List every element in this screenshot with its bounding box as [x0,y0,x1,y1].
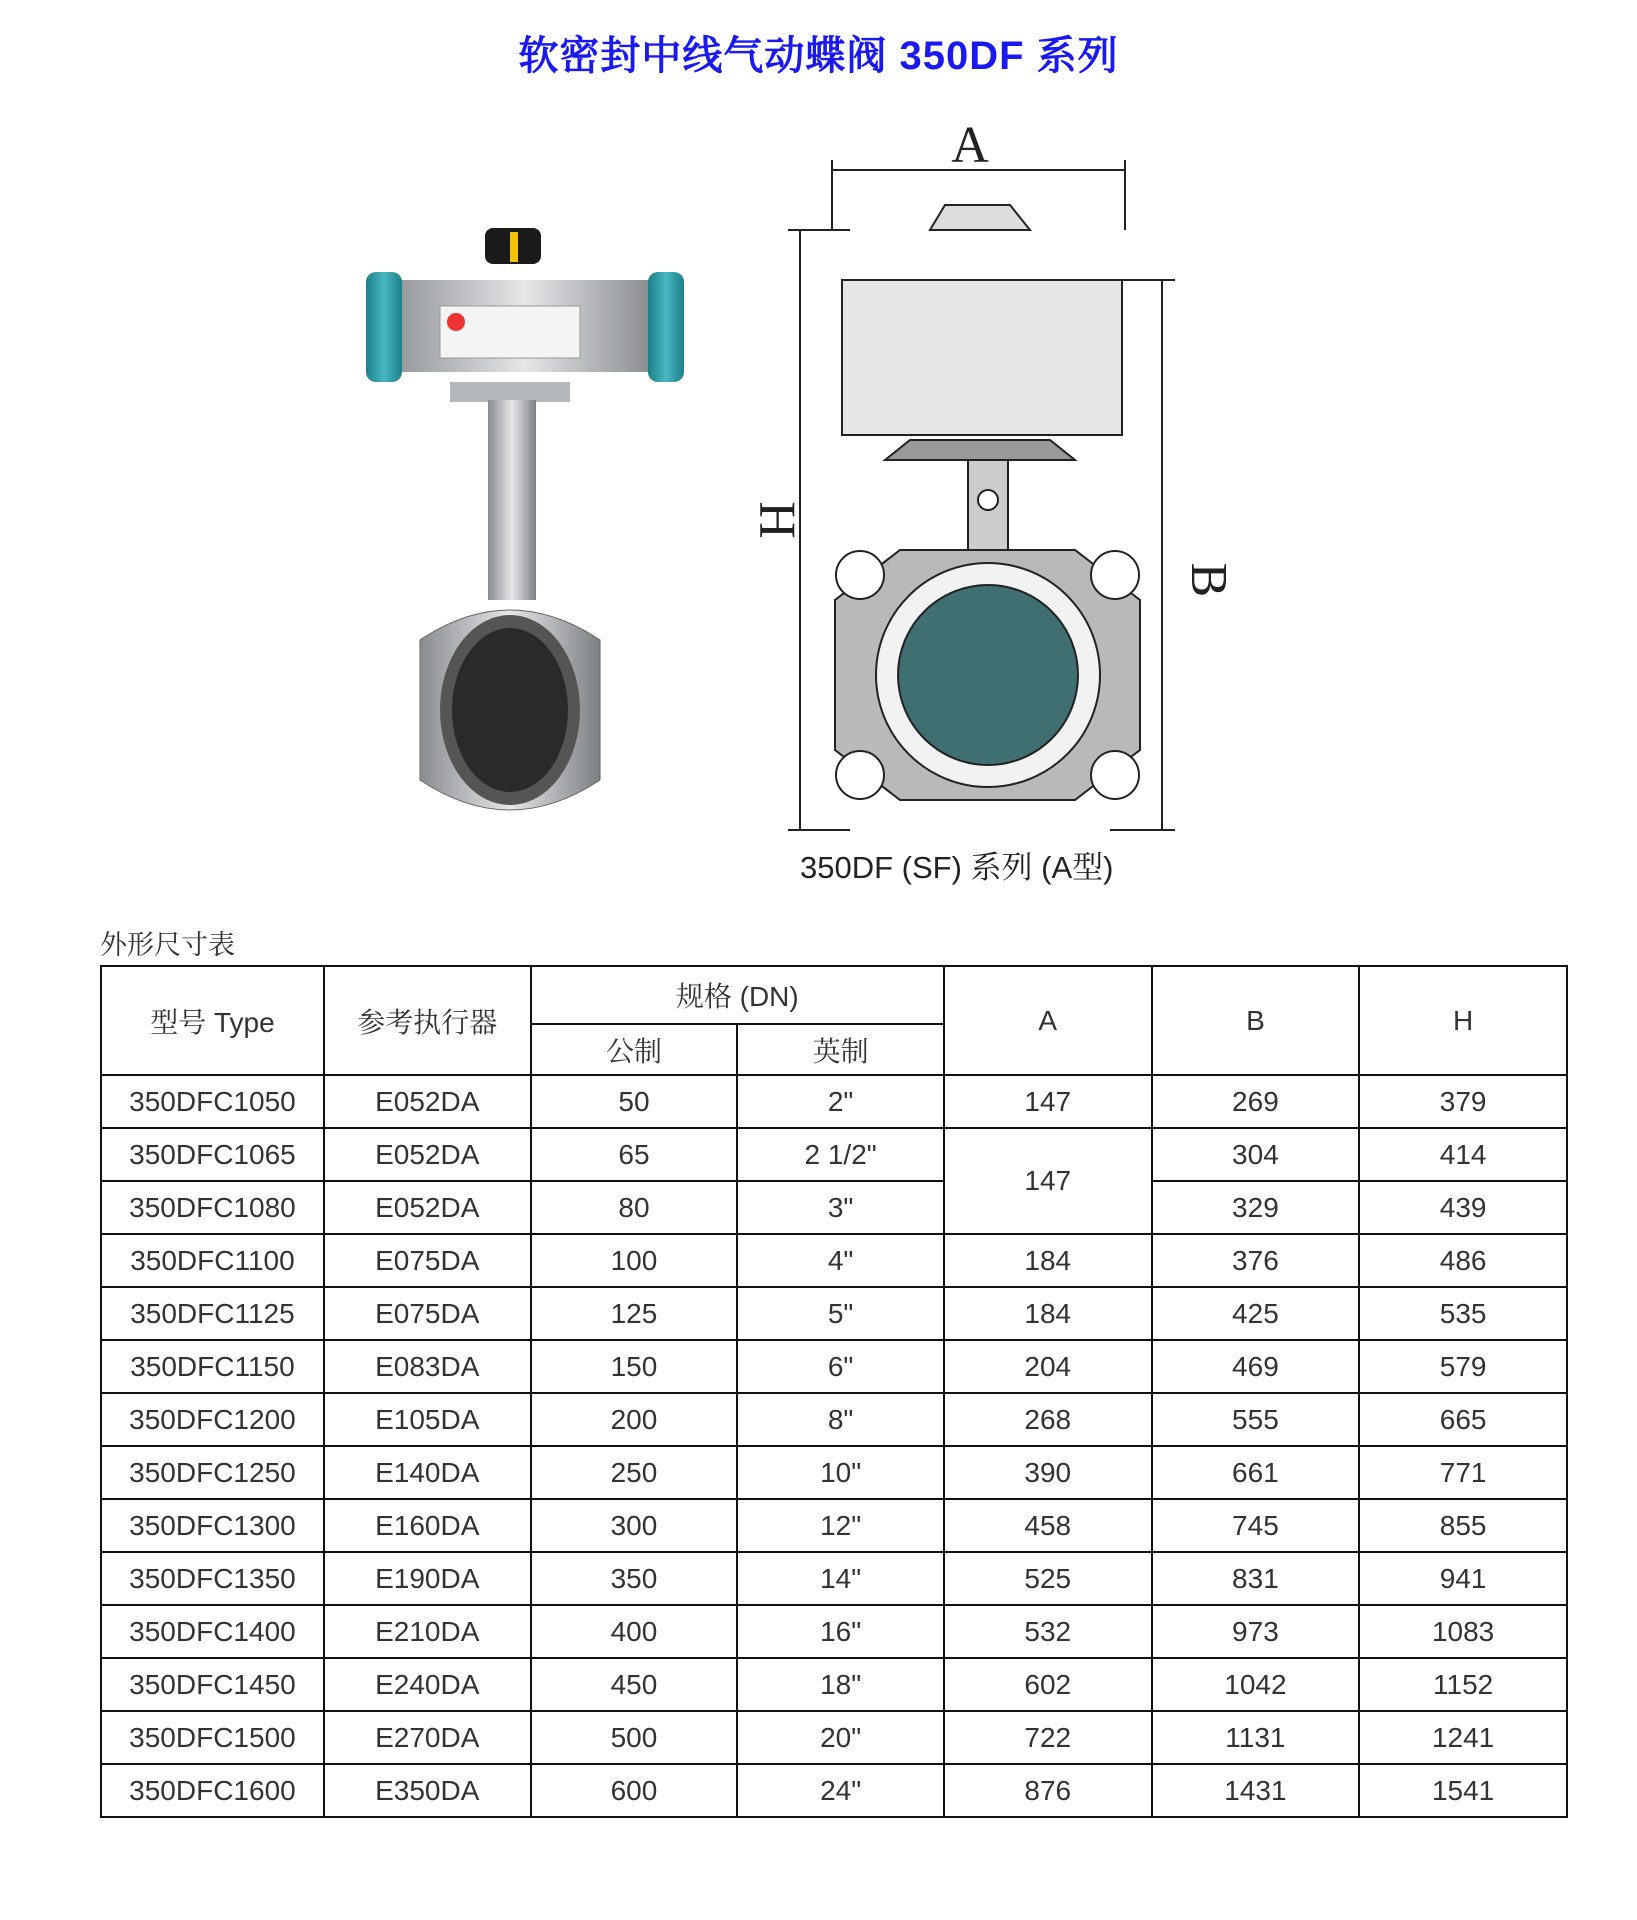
cell-imperial: 20" [737,1711,944,1764]
cell-a: 184 [944,1234,1152,1287]
cell-h: 771 [1359,1446,1567,1499]
cell-metric: 80 [531,1181,738,1234]
table-title: 外形尺寸表 [100,930,235,960]
cell-a: 147 [944,1075,1152,1128]
cell-h: 941 [1359,1552,1567,1605]
cell-metric: 65 [531,1128,738,1181]
cell-imperial: 18" [737,1658,944,1711]
header-a: A [944,966,1152,1075]
cell-h: 665 [1359,1393,1567,1446]
cell-actuator: E083DA [324,1340,531,1393]
header-spec: 规格 (DN) [531,966,944,1024]
cell-actuator: E140DA [324,1446,531,1499]
cell-type: 350DFC1450 [101,1658,324,1711]
cell-imperial: 3" [737,1181,944,1234]
cell-type: 350DFC1150 [101,1340,324,1393]
cell-type: 350DFC1500 [101,1711,324,1764]
table-row [101,1711,1567,1764]
header-actuator: 参考执行器 [324,966,531,1075]
dim-label-a: A [951,117,989,174]
cell-actuator: E270DA [324,1711,531,1764]
cell-imperial: 14" [737,1552,944,1605]
cell-metric: 300 [531,1499,738,1552]
header-h: H [1359,966,1567,1075]
table-row [101,1075,1567,1128]
cell-h: 1541 [1359,1764,1567,1817]
cell-imperial: 16" [737,1605,944,1658]
cell-type: 350DFC1050 [101,1075,324,1128]
cell-a: 532 [944,1605,1152,1658]
cell-imperial: 10" [737,1446,944,1499]
cell-type: 350DFC1200 [101,1393,324,1446]
cell-imperial: 2 1/2" [737,1128,944,1181]
cell-h: 486 [1359,1234,1567,1287]
cell-metric: 125 [531,1287,738,1340]
cell-b: 425 [1152,1287,1360,1340]
cell-actuator: E350DA [324,1764,531,1817]
cell-a: 525 [944,1552,1152,1605]
cell-b: 469 [1152,1340,1360,1393]
cell-a: 184 [944,1287,1152,1340]
cell-actuator: E075DA [324,1287,531,1340]
cell-imperial: 6" [737,1340,944,1393]
cell-type: 350DFC1065 [101,1128,324,1181]
header-imperial: 英制 [737,1024,944,1075]
cell-a: 458 [944,1499,1152,1552]
cell-type: 350DFC1250 [101,1446,324,1499]
table-row [101,1393,1567,1446]
cell-h: 1083 [1359,1605,1567,1658]
cell-h: 414 [1359,1128,1567,1181]
table-row [101,1552,1567,1605]
cell-actuator: E240DA [324,1658,531,1711]
cell-b: 661 [1152,1446,1360,1499]
cell-metric: 400 [531,1605,738,1658]
table-row [101,1499,1567,1552]
cell-b: 555 [1152,1393,1360,1446]
header-metric: 公制 [531,1024,738,1075]
cell-b: 1042 [1152,1658,1360,1711]
cell-imperial: 4" [737,1234,944,1287]
cell-actuator: E075DA [324,1234,531,1287]
table-row [101,1234,1567,1287]
dim-label-h: H [748,501,805,539]
cell-b: 1131 [1152,1711,1360,1764]
cell-imperial: 24" [737,1764,944,1817]
cell-b: 329 [1152,1181,1360,1234]
cell-type: 350DFC1125 [101,1287,324,1340]
cell-metric: 350 [531,1552,738,1605]
cell-imperial: 8" [737,1393,944,1446]
cell-a: 390 [944,1446,1152,1499]
cell-b: 376 [1152,1234,1360,1287]
cell-h: 535 [1359,1287,1567,1340]
page-title: 软密封中线气动蝶阀 350DF 系列 [518,34,1119,78]
cell-imperial: 2" [737,1075,944,1128]
cell-type: 350DFC1080 [101,1181,324,1234]
cell-type: 350DFC1400 [101,1605,324,1658]
cell-actuator: E190DA [324,1552,531,1605]
dimension-drawing [740,117,1237,890]
cell-h: 1152 [1359,1658,1567,1711]
dim-label-b: B [1180,562,1237,598]
figure-caption: 350DF (SF) 系列 (A型) [800,850,1114,885]
cell-metric: 500 [531,1711,738,1764]
cell-a: 602 [944,1658,1152,1711]
cell-b: 269 [1152,1075,1360,1128]
cell-b: 1431 [1152,1764,1360,1817]
cell-h: 379 [1359,1075,1567,1128]
cell-a: 147 [944,1128,1152,1234]
cell-b: 304 [1152,1128,1360,1181]
table-row [101,1287,1567,1340]
header-b: B [1152,966,1360,1075]
cell-a: 722 [944,1711,1152,1764]
cell-actuator: E105DA [324,1393,531,1446]
cell-actuator: E160DA [324,1499,531,1552]
cell-a: 204 [944,1340,1152,1393]
cell-actuator: E052DA [324,1075,531,1128]
table-row [101,1128,1567,1181]
cell-actuator: E052DA [324,1128,531,1181]
cell-a: 876 [944,1764,1152,1817]
table-row [101,1181,1567,1234]
cell-h: 1241 [1359,1711,1567,1764]
header-type: 型号 Type [101,966,324,1075]
table-row [101,1605,1567,1658]
dimension-table [100,965,1568,1818]
cell-h: 579 [1359,1340,1567,1393]
cell-b: 745 [1152,1499,1360,1552]
cell-metric: 100 [531,1234,738,1287]
cell-metric: 50 [531,1075,738,1128]
cell-actuator: E052DA [324,1181,531,1234]
cell-type: 350DFC1300 [101,1499,324,1552]
table-row [101,1446,1567,1499]
cell-type: 350DFC1350 [101,1552,324,1605]
cell-metric: 200 [531,1393,738,1446]
cell-b: 973 [1152,1605,1360,1658]
cell-h: 855 [1359,1499,1567,1552]
valve-photo [360,220,690,840]
cell-imperial: 12" [737,1499,944,1552]
cell-a: 268 [944,1393,1152,1446]
cell-type: 350DFC1100 [101,1234,324,1287]
cell-h: 439 [1359,1181,1567,1234]
table-row [101,1340,1567,1393]
table-row [101,1764,1567,1817]
cell-metric: 250 [531,1446,738,1499]
cell-metric: 150 [531,1340,738,1393]
cell-type: 350DFC1600 [101,1764,324,1817]
cell-imperial: 5" [737,1287,944,1340]
cell-b: 831 [1152,1552,1360,1605]
cell-metric: 600 [531,1764,738,1817]
table-row [101,1658,1567,1711]
cell-actuator: E210DA [324,1605,531,1658]
cell-metric: 450 [531,1658,738,1711]
